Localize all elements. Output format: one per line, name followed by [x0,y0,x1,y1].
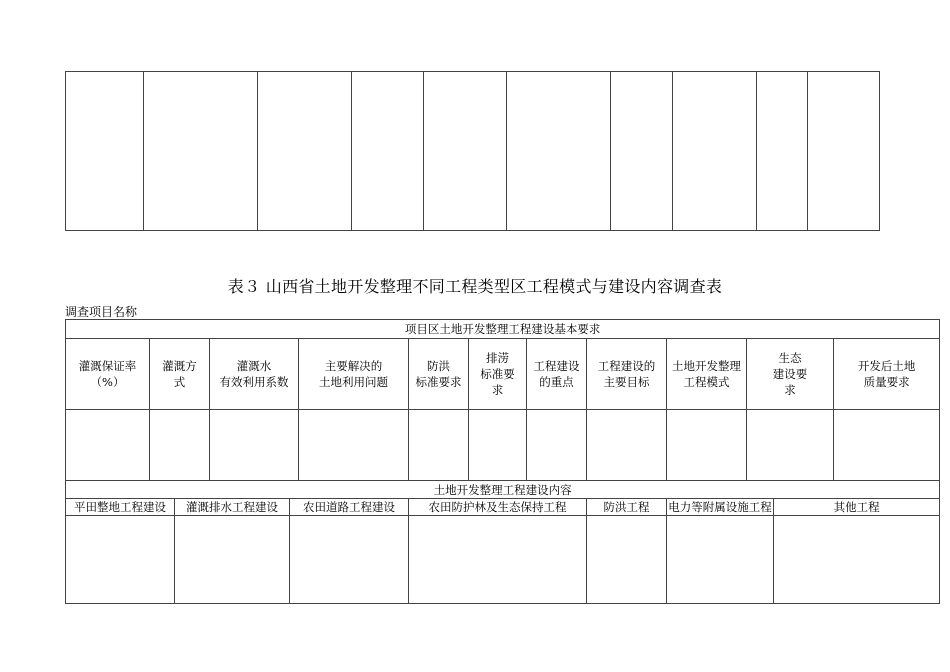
empty-cell [66,516,175,604]
empty-cell [144,72,258,231]
empty-cell [469,410,527,481]
empty-cell [409,410,469,481]
empty-cell [757,72,808,231]
section2-header: 土地开发整理工程建设内容 [66,481,940,499]
empty-cell [774,516,940,604]
empty-cell [747,410,834,481]
empty-cell [66,72,144,231]
empty-cell [587,516,667,604]
empty-cell [527,410,587,481]
col-engineering-model: 土地开发整理 工程模式 [667,339,747,410]
empty-cell [667,516,774,604]
table-title: 表３ 山西省土地开发整理不同工程类型区工程模式与建设内容调查表 [227,277,723,296]
col-land-quality: 开发后土地 质量要求 [834,339,940,410]
empty-cell [808,72,880,231]
survey-table [65,319,940,604]
empty-cell [175,516,290,604]
col-farm-roads: 农田道路工程建设 [290,499,409,516]
col-ecological-requirement: 生态 建设要 求 [747,339,834,410]
project-name-label: 调查项目名称 [65,305,138,319]
col-land-leveling: 平田整地工程建设 [66,499,175,516]
col-land-use-issues: 主要解决的 土地利用问题 [299,339,409,410]
col-shelterbelt-ecology: 农田防护林及生态保持工程 [409,499,587,516]
empty-cell [424,72,507,231]
empty-cell [507,72,611,231]
col-flood-control: 防洪工程 [587,499,667,516]
col-construction-goal: 工程建设的 主要目标 [587,339,667,410]
empty-cell [667,410,747,481]
empty-cell [150,410,210,481]
col-other-works: 其他工程 [774,499,940,516]
empty-cell [210,410,299,481]
col-irrigation-method: 灌溉方 式 [150,339,210,410]
empty-cell [299,410,409,481]
section1-header: 项目区土地开发整理工程建设基本要求 [66,320,940,339]
previous-table-continuation [65,71,880,231]
empty-cell [290,516,409,604]
empty-cell [834,410,940,481]
empty-cell [673,72,757,231]
col-flood-standard: 防洪 标准要求 [409,339,469,410]
empty-cell [258,72,352,231]
empty-cell [66,410,150,481]
col-irrigation-rate: 灌溉保证率 （%） [66,339,150,410]
col-construction-focus: 工程建设 的重点 [527,339,587,410]
col-irrigation-drainage: 灌溉排水工程建设 [175,499,290,516]
empty-cell [611,72,673,231]
col-power-facilities: 电力等附属设施工程 [668,500,772,514]
col-drainage-standard: 排涝 标准要 求 [469,339,527,410]
col-water-efficiency: 灌溉水 有效利用系数 [210,339,299,410]
empty-cell [409,516,587,604]
empty-cell [352,72,424,231]
empty-cell [587,410,667,481]
